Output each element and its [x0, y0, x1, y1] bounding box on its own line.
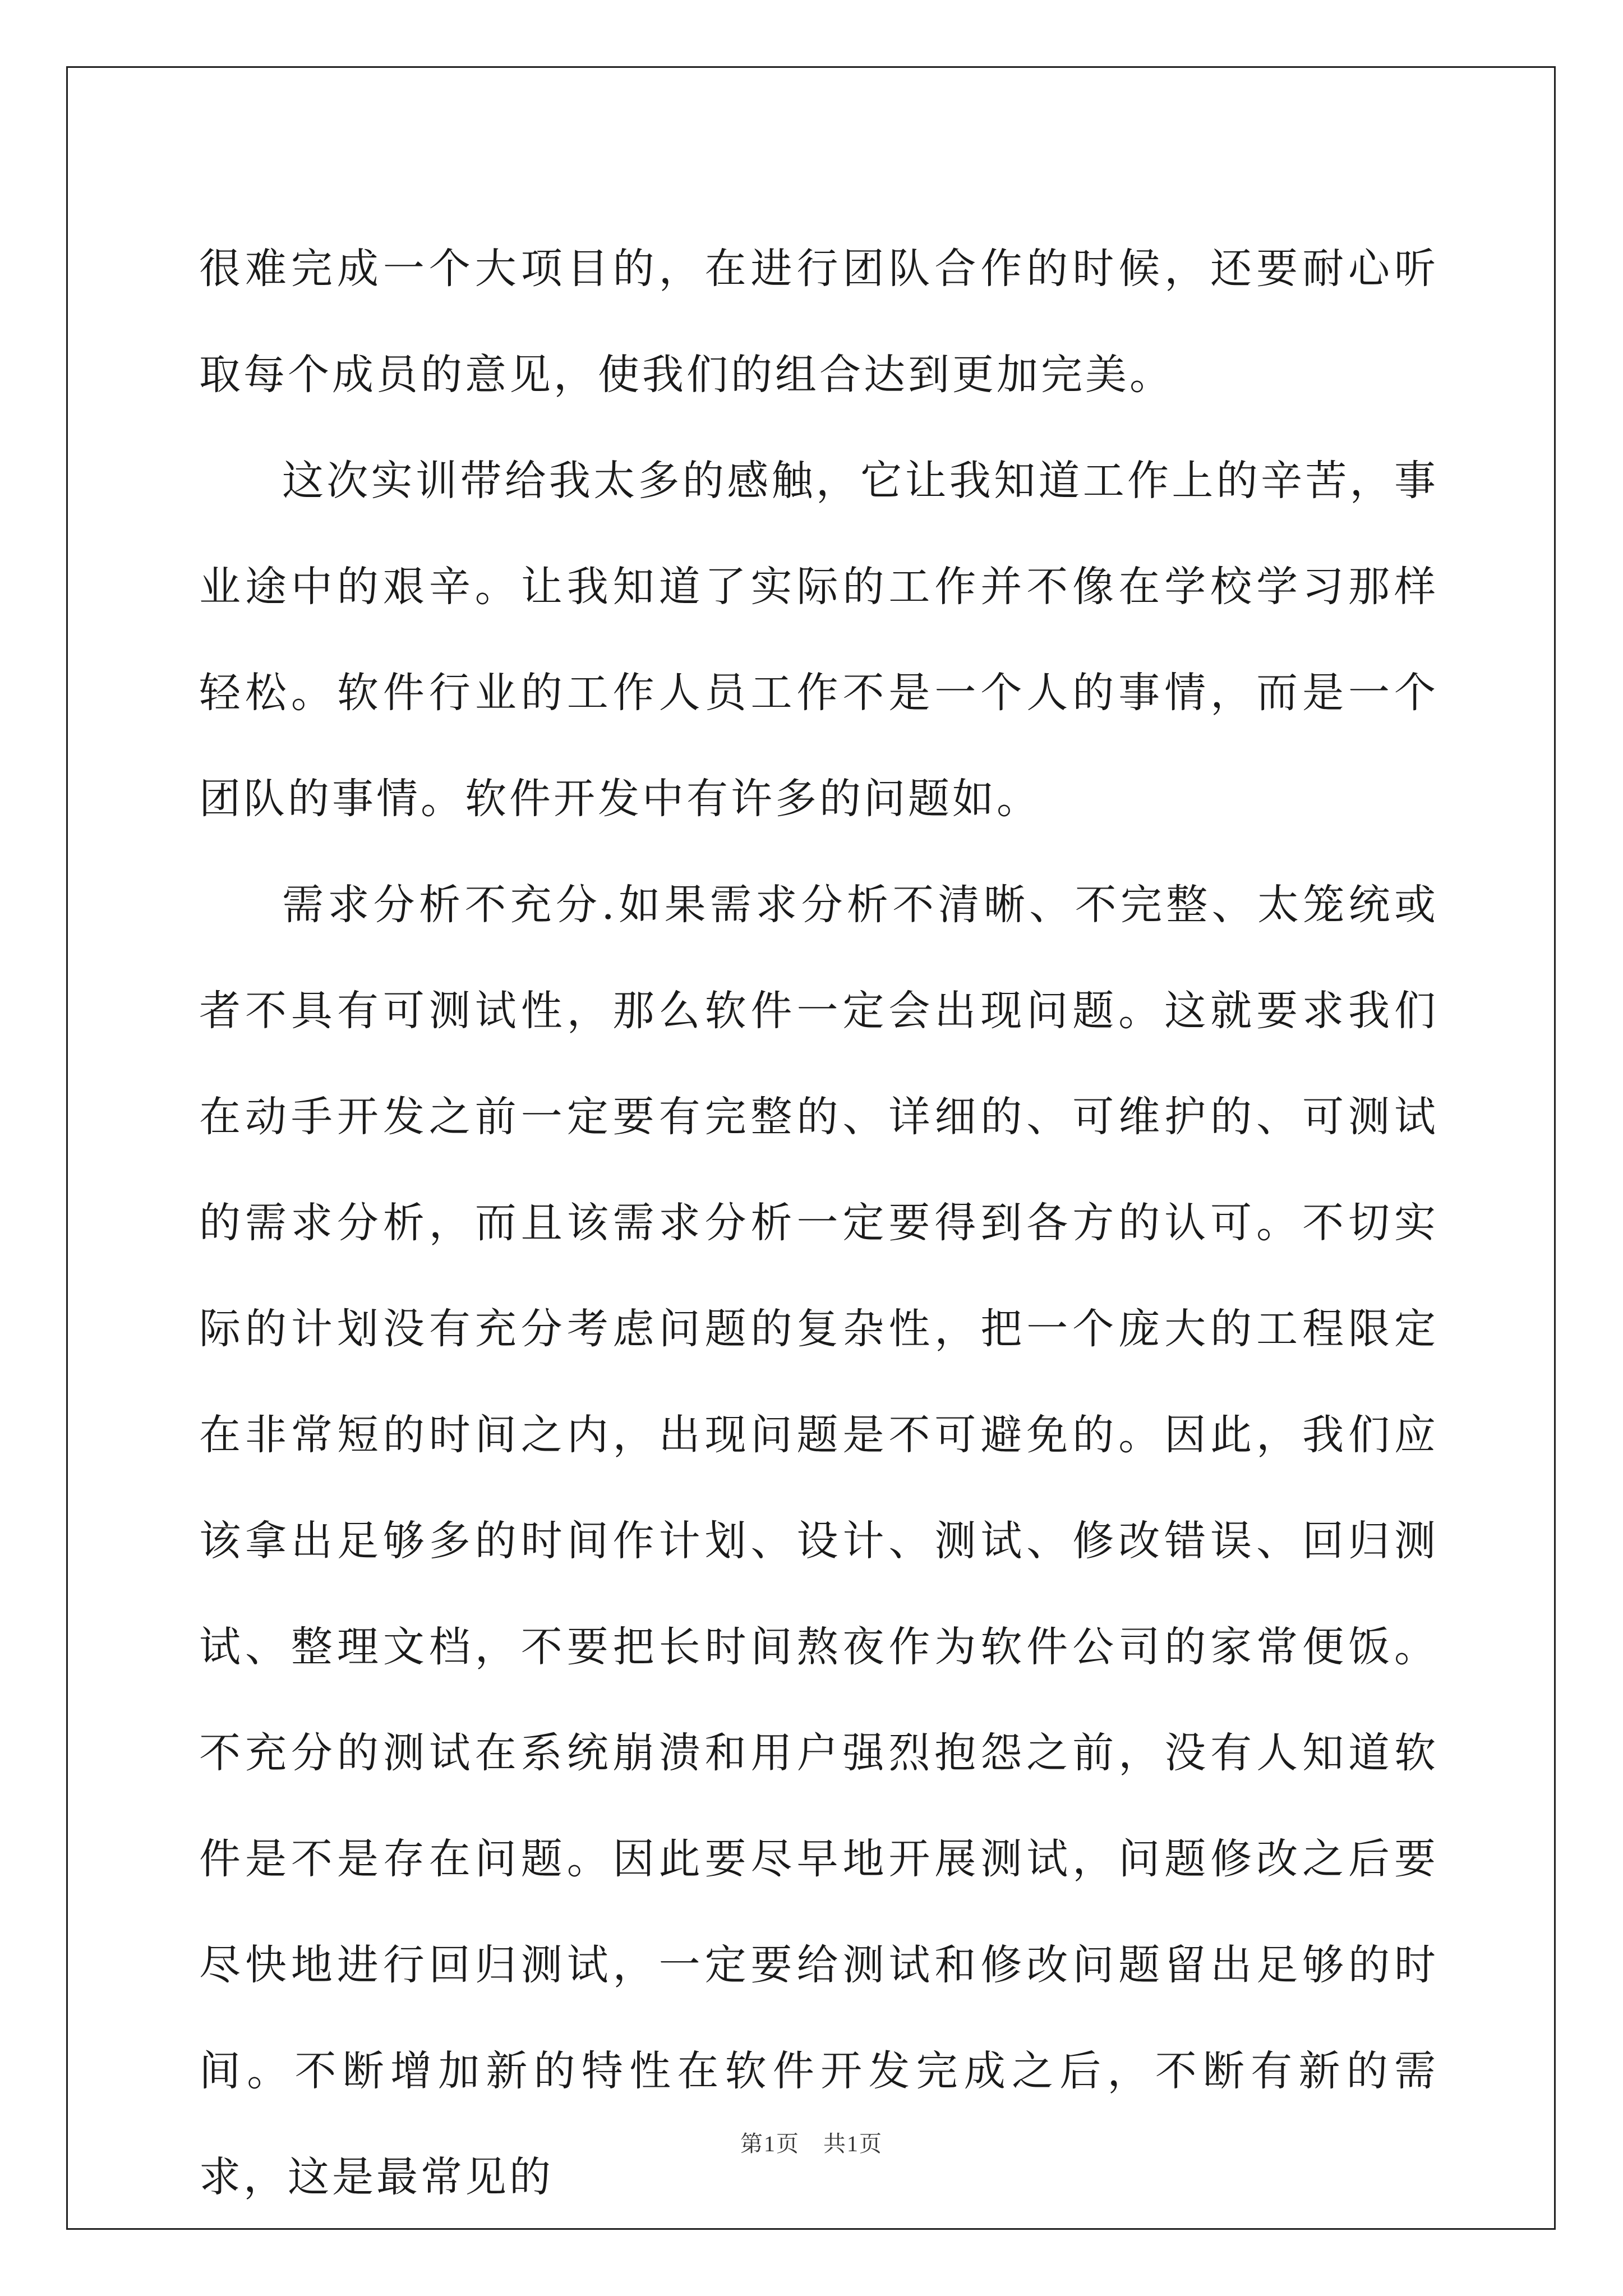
- page-number: 第1页: [740, 2131, 800, 2156]
- document-body: [199, 216, 1438, 2230]
- paragraph-2: 这次实训带给我太多的感触，它让我知道工作上的辛苦，事业途中的艰辛。让我知道了实际的工作并不像在学校学习那样轻松。软件行业的工作人员工作不是一个人的事情，而是一个团队的事情。软件开发中有许多的问题如。: [199, 457, 1438, 823]
- paragraph-1: 很难完成一个大项目的，在进行团队合作的时候，还要耐心听取每个成员的意见，使我们的组合达到更加完美。: [199, 245, 1438, 399]
- paragraph-3: 需求分析不充分.如果需求分析不清晰、不完整、太笼统或者不具有可测试性，那么软件一定会出现问题。这就要求我们在动手开发之前一定要有完整的、详细的、可维护的、可测试的需求分析，而且该需求分析一定要得到各方的认可。不切实际的计划没有充分考虑问题的复杂性，把一个庞大的工程限定在非常短的时间之内，出现问题是不可避免的。因此，我们应该拿出足够多的时间作计划、设计、测试、修改错误、回归测试、整理文档，不要把长时间熬夜作为软件公司的家常便饭。不充分的测试在系统崩溃和用户强烈抱怨之前，没有人知道软件是不是存在问题。因此要尽早地开展测试，问题修改之后要尽快地进行回归测试，一定要给测试和修改问题留出足够的时间。不断增加新的特性在软件开发完成之后，不断有新的需求，这是最常见的: [199, 881, 1438, 2201]
- page-total: 共1页: [823, 2131, 883, 2156]
- page-footer: [0, 2126, 1623, 2158]
